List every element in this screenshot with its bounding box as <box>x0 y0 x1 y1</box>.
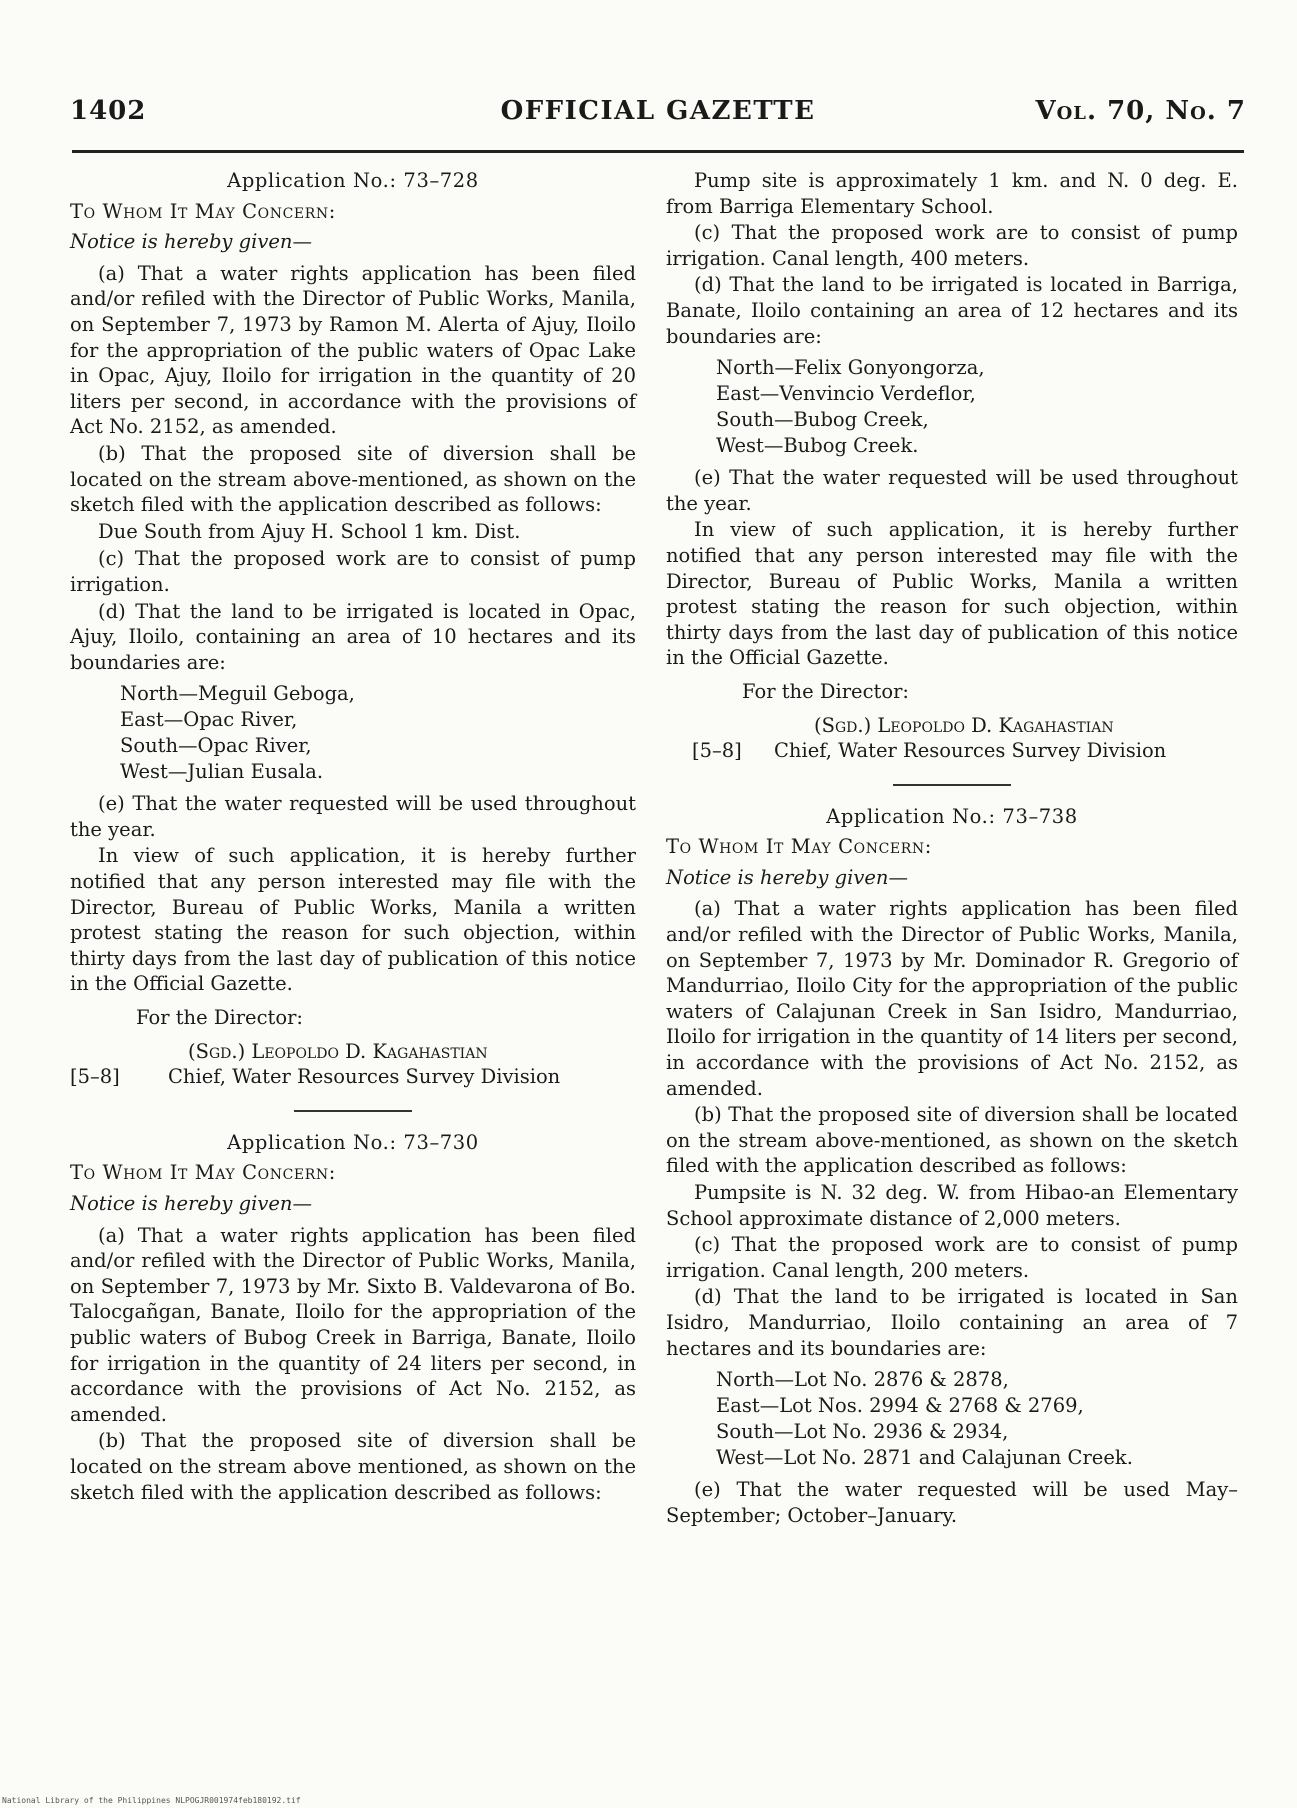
page-number: 1402 <box>70 96 147 126</box>
boundary-east: East—Venvincio Verdeflor, <box>716 382 976 406</box>
protest-notice: In view of such application, it is hereby further notified that any person interested may file with the Director, Bureau of Public Works, Manila a written protest stating the reason for such objection, within thirty days from the last day of publication of this notice in the Official Gazette. <box>70 844 636 996</box>
boundary-east: East—Lot Nos. 2994 & 2768 & 2769, <box>716 1394 1084 1418</box>
boundary-west: West—Bubog Creek. <box>716 434 919 458</box>
paragraph-a: (a) That a water rights application has been filed and/or refiled with the Director of Public Works, Manila, on September 7, 1973 by Ramon M. Alerta of Ajuy, Iloilo for the appropriation of the public waters of Opac Lake in Opac, Ajuy, Iloilo for irrigation in the quantity of 20 liters per second, in accordance with the provisions of Act No. 2152, as amended. <box>70 261 636 439</box>
paragraph-a: (a) That a water rights application has been filed and/or refiled with the Director of Public Works, Manila, on September 7, 1973 by Mr. Dominador R. Gregorio of Mandurriao, Iloilo City for the appropriation of the public waters of Calajunan Creek in San Isidro, Mandurriao, Iloilo for irrigation in the quantity of 14 liters per second, in accordance with the provisions of Act No. 2152, as amended. <box>666 897 1238 1100</box>
boundaries <box>716 355 1238 459</box>
paragraph-c: (c) That the proposed work are to consist of pump irrigation. <box>70 547 636 596</box>
volume-number: Vol. 70, No. 7 <box>1035 96 1246 126</box>
salutation: To Whom It May Concern: <box>70 199 336 223</box>
paragraph-e: (e) That the water requested will be used May–September; October–January. <box>666 1478 1238 1527</box>
application-73-730-continued <box>666 168 1238 764</box>
office-title: Chief, Water Resources Survey Division <box>774 739 1167 763</box>
signatory-office <box>70 1064 636 1090</box>
boundaries <box>120 681 636 785</box>
application-73-738 <box>666 804 1238 1529</box>
salutation: To Whom It May Concern: <box>70 1161 336 1185</box>
paragraph-d: (d) That the land to be irrigated is located in San Isidro, Mandurriao, Iloilo containing an area of 7 hectares and its boundaries are: <box>666 1285 1238 1360</box>
boundary-south: South—Lot No. 2936 & 2934, <box>716 1420 1009 1444</box>
right-column <box>666 168 1238 1529</box>
paragraph-b: (b) That the proposed site of diversion shall be located on the stream above mentioned, as shown on the sketch filed with the application described as follows: <box>70 1429 636 1504</box>
header-rule <box>72 150 1244 153</box>
issue-code: [5–8] <box>70 1065 120 1089</box>
issue-code: [5–8] <box>692 739 742 763</box>
boundary-south: South—Opac River, <box>120 734 312 758</box>
paragraph-c: (c) That the proposed work are to consist of pump irrigation. Canal length, 400 meters. <box>666 221 1238 270</box>
paragraph-b: (b) That the proposed site of diversion shall be located on the stream above-mentioned, as shown on the sketch filed with the application described as follows: <box>70 441 636 517</box>
for-director: For the Director: <box>742 679 909 703</box>
application-title: Application No.: 73–730 <box>227 1130 479 1154</box>
application-73-730 <box>70 1130 636 1505</box>
for-director: For the Director: <box>136 1006 303 1030</box>
paragraph-a: (a) That a water rights application has been filed and/or refiled with the Director of Public Works, Manila, on September 7, 1973 by Mr. Sixto B. Valdevarona of Bo. Talocgañgan, Banate, Iloilo for the appropriation of the public waters of Bubog Creek in Barriga, Banate, Iloilo for irrigation in the quantity of 24 liters per second, in accordance with the provisions of Act No. 2152, as amended. <box>70 1223 636 1426</box>
salutation: To Whom It May Concern: <box>666 835 932 859</box>
paragraph-e: (e) That the water requested will be used throughout the year. <box>666 466 1238 515</box>
diversion-site: Pumpsite is N. 32 deg. W. from Hibao-an Elementary School approximate distance of 2,000 meters. <box>666 1181 1238 1230</box>
application-73-728 <box>70 168 636 1090</box>
section-divider <box>294 1110 412 1112</box>
publication-title: OFFICIAL GAZETTE <box>500 96 816 126</box>
scan-footer: National Library of the Philippines NLPOGJR001974feb180192.tif <box>2 1796 301 1805</box>
left-column <box>70 168 636 1506</box>
office-title: Chief, Water Resources Survey Division <box>168 1065 561 1089</box>
signatory: (Sgd.) Leopoldo D. Kagahastian <box>188 1039 488 1063</box>
notice-heading: Notice is hereby given— <box>70 1192 312 1215</box>
paragraph-e: (e) That the water requested will be used throughout the year. <box>70 792 636 841</box>
boundary-west: West—Lot No. 2871 and Calajunan Creek. <box>716 1446 1133 1470</box>
notice-heading: Notice is hereby given— <box>666 865 908 889</box>
paragraph-d: (d) That the land to be irrigated is located in Opac, Ajuy, Iloilo, containing an area of 10 hectares and its boundaries are: <box>70 599 636 674</box>
boundary-north: North—Lot No. 2876 & 2878, <box>716 1368 1009 1392</box>
boundary-west: West—Julian Eusala. <box>120 760 324 784</box>
boundary-north: North—Felix Gonyongorza, <box>716 356 985 380</box>
application-title: Application No.: 73–738 <box>826 804 1078 828</box>
page-header <box>70 96 1246 136</box>
boundary-east: East—Opac River, <box>120 708 298 732</box>
section-divider <box>893 784 1011 786</box>
diversion-site: Due South from Ajuy H. School 1 km. Dist. <box>98 519 521 543</box>
paragraph-d: (d) That the land to be irrigated is located in Barriga, Banate, Iloilo containing an area of 12 hectares and its boundaries are: <box>666 273 1238 348</box>
boundaries <box>716 1367 1238 1471</box>
signatory: (Sgd.) Leopoldo D. Kagahastian <box>814 713 1114 737</box>
boundary-north: North—Meguil Geboga, <box>120 682 355 706</box>
notice-heading: Notice is hereby given— <box>70 230 312 254</box>
application-title: Application No.: 73–728 <box>227 169 479 192</box>
paragraph-c: (c) That the proposed work are to consist of pump irrigation. Canal length, 200 meters. <box>666 1233 1238 1282</box>
signatory-office <box>666 738 1238 764</box>
paragraph-b: (b) That the proposed site of diversion shall be located on the stream above-mentioned, as shown on the sketch filed with the application described as follows: <box>666 1103 1238 1178</box>
diversion-site: Pump site is approximately 1 km. and N. 0 deg. E. from Barriga Elementary School. <box>666 169 1238 218</box>
protest-notice: In view of such application, it is hereby further notified that any person interested may file with the Director, Bureau of Public Works, Manila a written protest stating the reason for such objection, within thirty days from the last day of publication of this notice in the Official Gazette. <box>666 518 1238 670</box>
boundary-south: South—Bubog Creek, <box>716 408 929 432</box>
